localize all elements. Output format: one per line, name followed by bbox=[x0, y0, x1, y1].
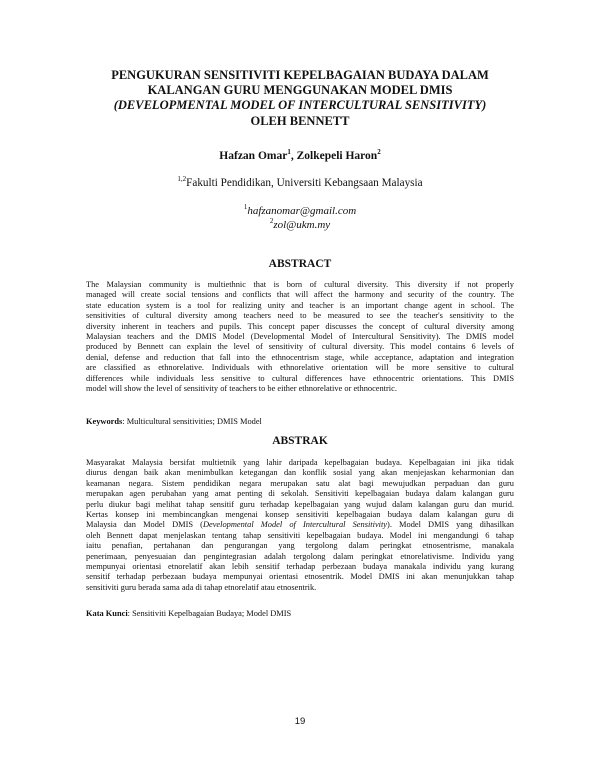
abstract-line: are classified as ethnorelative. Individuals with ethnorelative orientation will be more sensitive to cultural bbox=[86, 363, 514, 373]
affiliation-text: Fakulti Pendidikan, Universiti Kebangsaan Malaysia bbox=[186, 177, 423, 189]
abstrak-heading: ABSTRAK bbox=[272, 435, 328, 447]
abstrak-line: iaitu penafian, pertahanan dan pengurangan yang tergolong dalam peringkat etnosentrisme, manakala bbox=[86, 541, 514, 551]
abstrak-line-7-italic: Developmental Model of Intercultural Sensitivity bbox=[202, 520, 388, 530]
email-2-sup: 2 bbox=[269, 217, 274, 225]
kata-kunci-label: Kata Kunci bbox=[86, 609, 128, 618]
email-1 bbox=[0, 203, 600, 217]
affiliation-sup: 1,2 bbox=[177, 175, 187, 183]
title-line-1: PENGUKURAN SENSITIVITI KEPELBAGAIAN BUDAYA DALAM bbox=[111, 68, 489, 82]
abstract-line: state education system is a tool for realizing unity and teacher is an important change agent in school. The bbox=[86, 300, 514, 310]
kata-kunci-text: : Sensitiviti Kepelbagaian Budaya; Model DMIS bbox=[127, 609, 292, 618]
email-1-text: hafzanomar@gmail.com bbox=[247, 205, 357, 217]
keywords-text: : Multicultural sensitivities; DMIS Model bbox=[122, 417, 262, 426]
abstract-line: denial, defense and reduction that fall into the ethnocentrism stage, while acceptance, adaptation and integration bbox=[86, 352, 514, 362]
abstrak-line: mempunyai orientasi etnorelatif akan lebih sensitif terhadap perbezaan budaya manakala individu yang kurang bbox=[86, 562, 514, 572]
abstrak-body bbox=[86, 458, 514, 593]
abstrak-line bbox=[86, 520, 514, 530]
author-separator: , bbox=[290, 150, 297, 162]
abstract-keywords bbox=[86, 417, 514, 426]
abstrak-line: perlu diukur bagi melihat tahap sensitif guru terhadap kepelbagaian yang wujud dalam kalangan guru dan murid. bbox=[86, 499, 514, 509]
title-line-3: (DEVELOPMENTAL MODEL OF INTERCULTURAL SENSITIVITY) bbox=[113, 98, 487, 113]
paper-title bbox=[60, 68, 540, 129]
abstract-line: model will show the level of sensitivity of teachers to be either ethnorelative or ethnocentric. bbox=[86, 384, 397, 394]
abstrak-line: merupakan agen perubahan yang amat penting di sekolah. Sensitiviti kepelbagaian budaya dalam kalangan guru bbox=[86, 489, 514, 499]
abstract-line: managed will create social tensions and conflicts that will affect the harmony and security of the country. The bbox=[86, 290, 514, 300]
abstract-body bbox=[86, 280, 514, 394]
author-list bbox=[0, 148, 600, 162]
email-2-text: zol@ukm.my bbox=[273, 219, 331, 231]
author-2-name: Zolkepeli Haron bbox=[296, 150, 378, 162]
email-1-sup: 1 bbox=[243, 203, 248, 211]
title-line-2: KALANGAN GURU MENGGUNAKAN MODEL DMIS bbox=[147, 83, 453, 98]
keywords-label: Keywords bbox=[86, 417, 123, 426]
abstrak-line: diurus dengan baik akan menimbulkan ketegangan dan konflik sosial yang akan menjejaskan keharmonian dan bbox=[86, 468, 514, 478]
abstract-line: sensitivities of cultural diversity among teachers need to be measured to see the teacher's sensitivity to the bbox=[86, 311, 514, 321]
abstrak-line: Kertas konsep ini membincangkan mengenai konsep sensitiviti kepelbagaian budaya dalam kalangan guru di bbox=[86, 510, 514, 520]
abstract-line: diversity inherent in teachers and pupils. This concept paper discusses the concept of cultural diversity among bbox=[86, 321, 514, 331]
abstract-line: Malaysian teachers and the DMIS Model (Developmental Model of Intercultural Sensitivity). The DMIS model bbox=[86, 332, 514, 342]
abstrak-line-7-post: ). Model DMIS yang dihasilkan bbox=[387, 520, 514, 530]
author-1-name: Hafzan Omar bbox=[219, 150, 288, 162]
abstrak-line: Masyarakat Malaysia bersifat multietnik yang lahir daripada kepelbagaian budaya. Kepelbagaian ini jika tidak bbox=[86, 458, 514, 467]
abstrak-keywords bbox=[86, 609, 514, 618]
abstrak-line: sensitif terhadap perbezaan budaya mempunyai orientasi etnosentrik. Model DMIS ini akan menunjukkan tahap bbox=[86, 572, 514, 582]
abstrak-line-7-pre: Malaysia dan Model DMIS ( bbox=[86, 520, 203, 530]
abstrak-line: penerimaan, penyesuaian dan pengintegrasian adalah tergolong dalam peringkat etnorelativisme. Individu yang bbox=[86, 551, 514, 561]
abstrak-line: oleh Bennett dapat menjelaskan tentang tahap sensitiviti kepelbagaian budaya. Model ini mengandungi 6 tahap bbox=[86, 530, 514, 540]
author-1-sup: 1 bbox=[287, 148, 291, 156]
affiliation bbox=[0, 175, 600, 189]
title-line-4: OLEH BENNETT bbox=[250, 113, 350, 128]
author-2-sup: 2 bbox=[377, 148, 381, 156]
abstrak-line: keamanan negara. Sistem pendidikan negara merupakan satu alat bagi mewujudkan perpaduan dan guru bbox=[86, 478, 514, 488]
email-2 bbox=[0, 217, 600, 231]
abstract-heading: ABSTRACT bbox=[268, 258, 332, 270]
abstract-line: The Malaysian community is multiethnic that is born of cultural diversity. This diversity if not properly bbox=[86, 280, 514, 289]
abstrak-line: sensitiviti guru berada sama ada di tahap etnorelatif atau etnosentrik. bbox=[86, 582, 317, 592]
abstract-line: produced by Bennett can explain the level of sensitivity of cultural diversity. This model contains 6 levels of bbox=[86, 342, 514, 352]
abstract-line: differences while individuals less sensitive to cultural differences have ethnocentric orientations. This DMIS bbox=[86, 373, 514, 383]
page-number: 19 bbox=[294, 716, 306, 727]
